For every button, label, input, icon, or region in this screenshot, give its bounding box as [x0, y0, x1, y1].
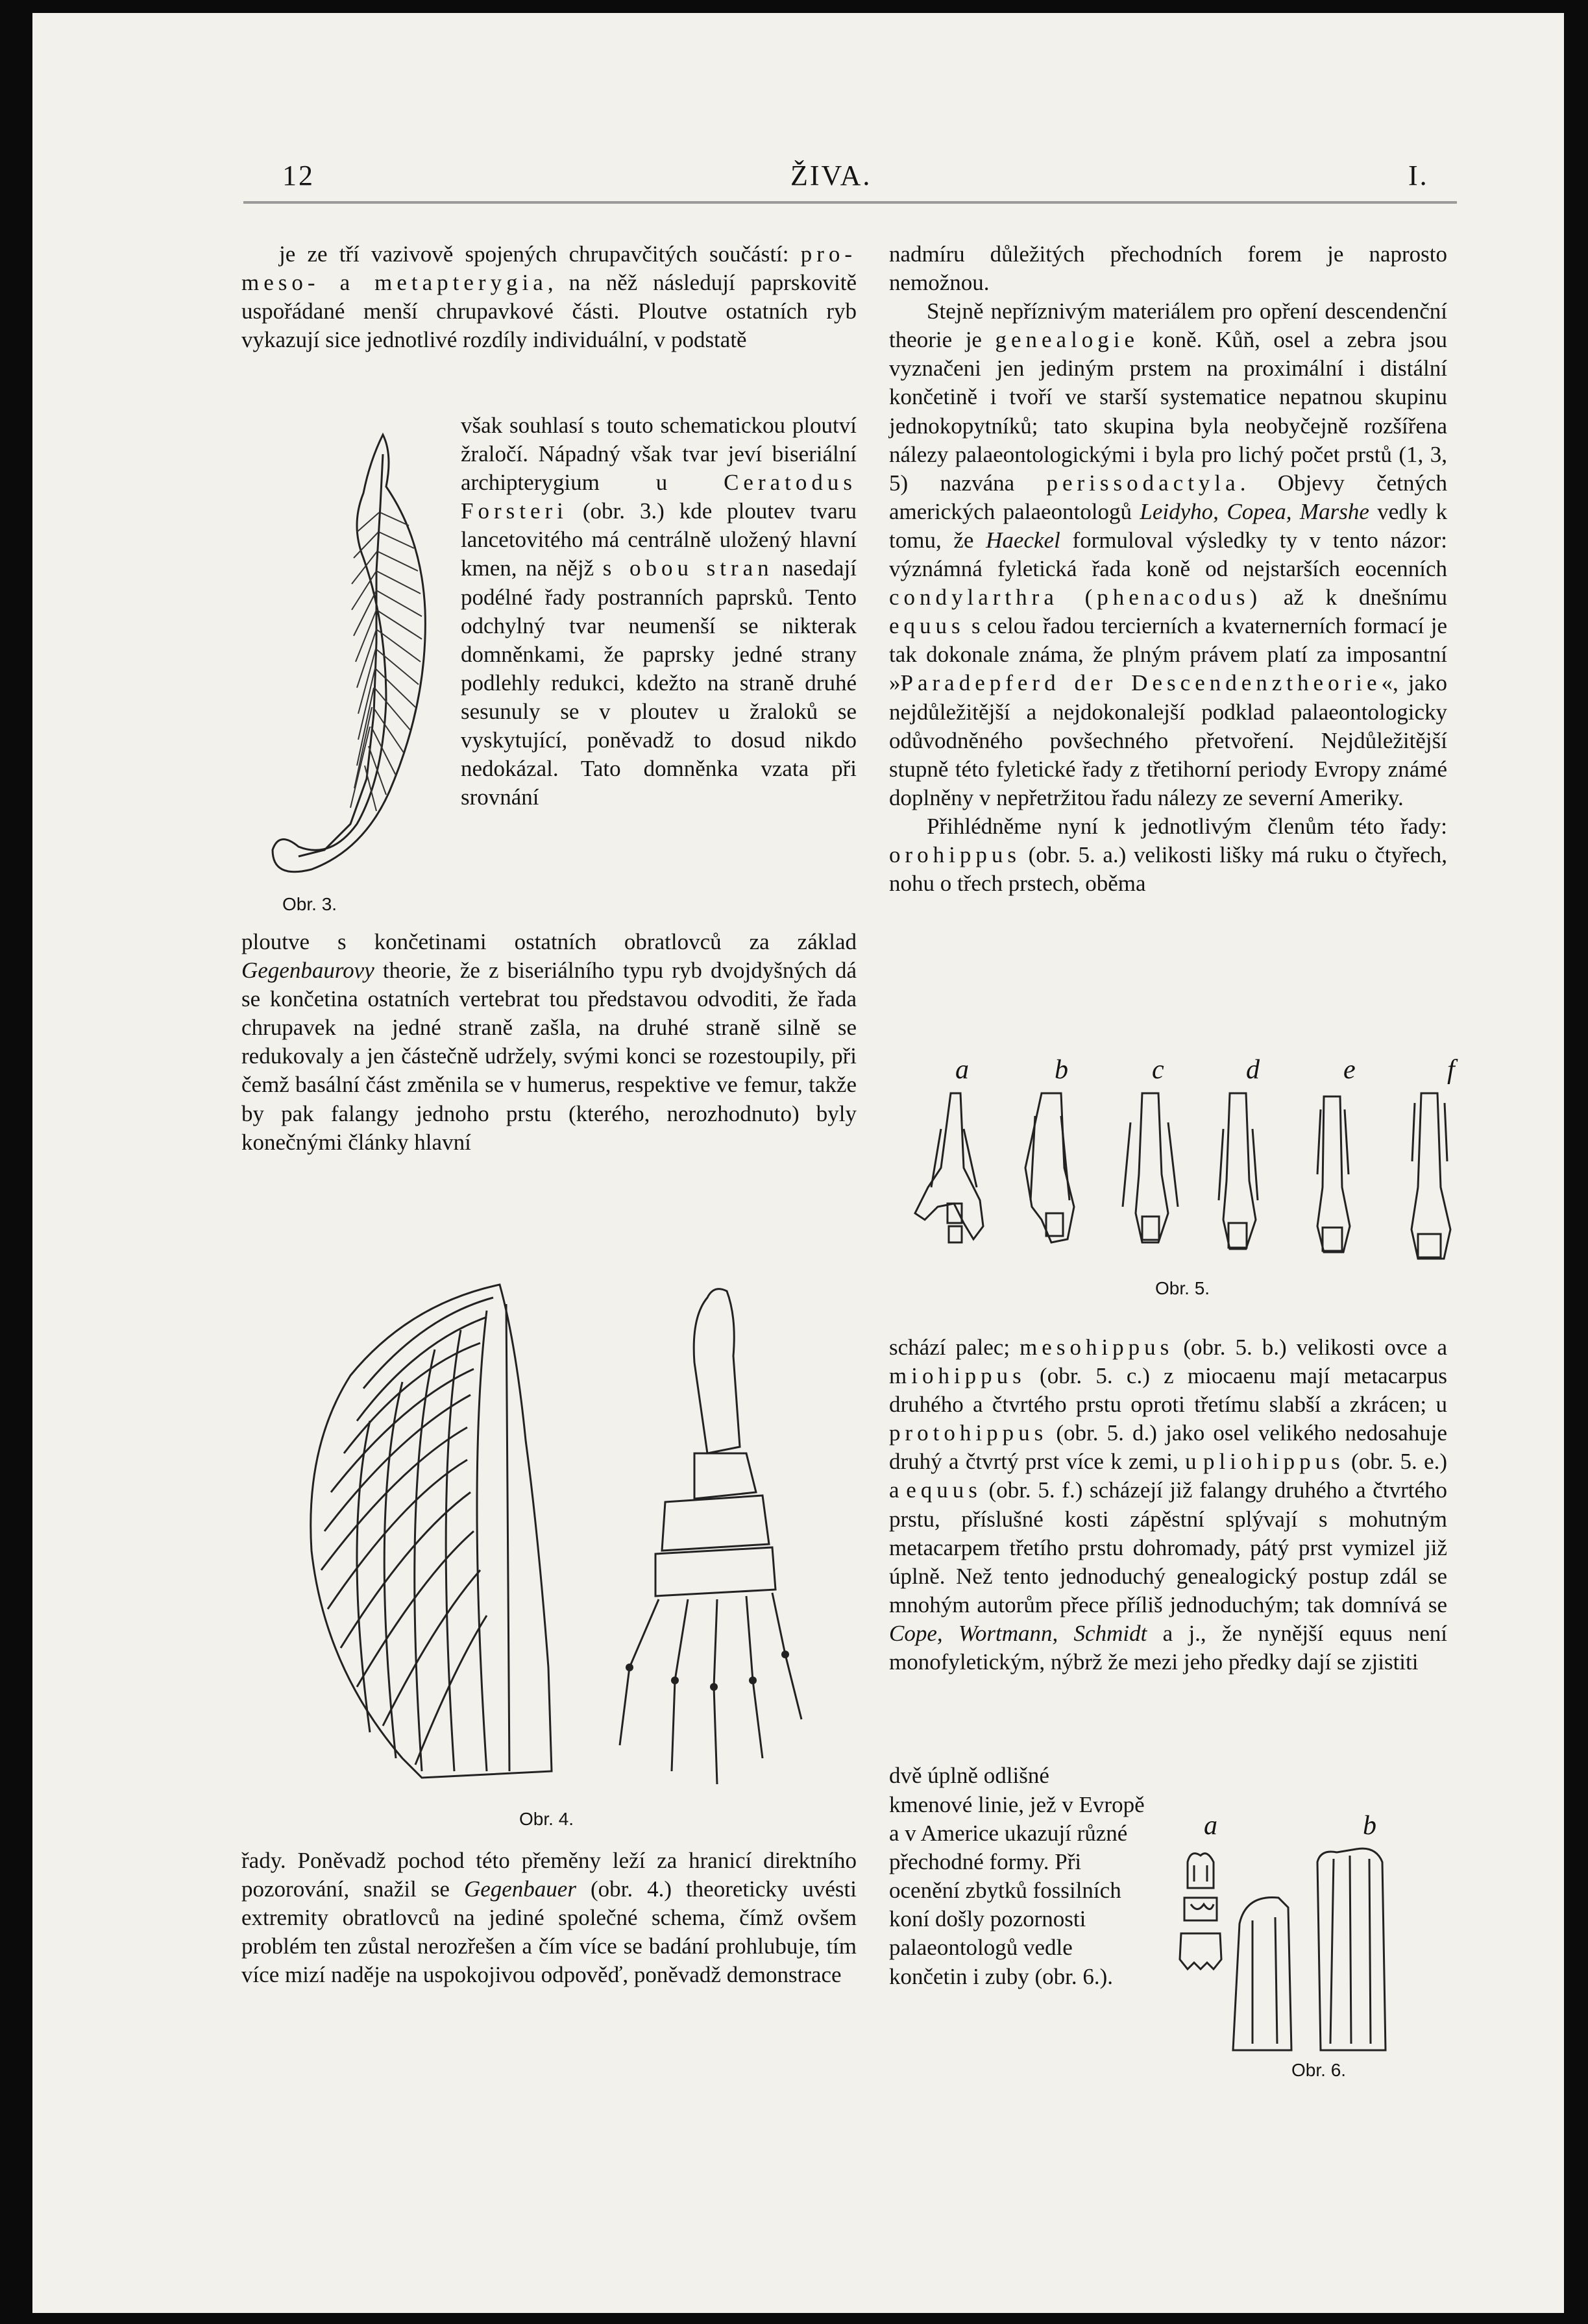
right-paragraph-2: schází palec; mesohippus (obr. 5. b.) velikosti ovce a miohippus (obr. 5. c.) z miocaenu mají metacarpus druhého a čtvrtého prstu oproti třetímu slabší a zkrácen; u protohippus (obr. 5. d.) jako osel velikého nedosahuje druhý a čtvrtý prst více k zemi, u pliohippus (obr. 5. e.) a equus (obr. 5. f.) scházejí již falangy druhého a čtvrtého prstu, příslušné kosti zápěstní splývají s mohutným metacarpem třetího prstu dohromady, pátý prst vymizel již úplně. Než tento jednoduchý genealogický postup zdál se mnohým autorům přece příliš jednoduchým; tak domnívá se Cope, Wortmann, Schmidt a j., že nynější equus není monofyletickým, nýbrž že mezi jeho předky dají se zjistiti: [889, 1335, 1448, 1675]
left-paragraph-3: ploutve s končetinami ostatních obratlovců za základ Gegenbaurovy theorie, že z biseriálního typu ryb dvojdyšných dá se končetina ostatních vertebrat tou představou odvoditi, že řada chrupavek na jedné straně zašla, na druhé straně silně se redukovaly a jen částečně udržely, svými konci se rozestoupily, při čemž basální část změnila se v humerus, respektive ve femur, takže by pak falangy jednoho prstu (kterého, nerozhodnuto) byly konečnými články hlavní: [241, 929, 857, 1155]
journal-title: ŽIVA.: [790, 160, 872, 191]
right-paragraph-3: kmenové linie, jež v Evropě a v Americe ukazují různé přechodné formy. Při ocenění zbytků fossilních koní došly pozornosti palaeontologů vedle končetin i zuby (obr. 6.).: [889, 1792, 1145, 1989]
volume-number: I.: [1408, 160, 1429, 191]
figure-5-label-e: e: [1343, 1055, 1356, 1085]
left-paragraph-2: však souhlasí s touto schematickou ploutví žraločí. Nápadný však tvar jeví biseriální archipterygium u Ceratodus Forsteri (obr. 3.) kde ploutev tvaru lancetovitého má centrálně uložený hlavní kmen, na nějž s obou stran nasedají podélné řady postranních paprsků. Tento odchylný tvar neumenší se nikterak domněnkami, že paprsky jedné strany podlehly redukci, kdežto na straně druhé sesunuly se v ploutev u žraloků se vyskytující, poněvadž to dosud nikdo nedokázal. Tato domněnka vzata při srovnání: [461, 413, 857, 810]
figure-5-caption: Obr. 5.: [1155, 1278, 1210, 1298]
left-paragraph-1: je ze tří vazivově spojených chrupavčitých součástí: pro-meso- a metapterygia, na něž následují paprskovitě uspořádané menší chrupavkové části. Ploutve ostatních ryb vykazují sice jednotlivé rozdíly individuální, v podstatě: [241, 241, 857, 353]
figure-6-caption: Obr. 6.: [1291, 2060, 1347, 2080]
figure-5-label-c: c: [1152, 1055, 1164, 1085]
figure-6-label-a: a: [1204, 1811, 1217, 1841]
figure-5-label-a: a: [955, 1055, 969, 1085]
page-number: 12: [282, 160, 315, 191]
figure-5-label-f: f: [1447, 1055, 1455, 1085]
journal-page: [32, 13, 1564, 2313]
header-rule: [243, 201, 1457, 204]
figure-4-caption: Obr. 4.: [519, 1809, 574, 1829]
figure-6-label-b: b: [1363, 1811, 1376, 1841]
figure-3-ceratodus-fin: [253, 428, 448, 895]
figure-3-caption: Obr. 3.: [282, 894, 337, 914]
figure-4-limb-schema: [292, 1278, 850, 1797]
figure-5-horse-feet: [902, 1090, 1460, 1272]
right-paragraph-1: nadmíru důležitých přechodních forem je naprosto nemožnou. Stejně nepříznivým materiálem pro opření descendenční theorie je genealogie koně. Kůň, osel a zebra jsou vyznačeni jen jediným prstem na proximální i distální končetině i tvoří ve starší systematice nepatnou skupinu jednokopytníků; tato skupina byla neobyčejně rozšířena nálezy palaeontologickými i byla pro lichý počet prstů (1, 3, 5) nazvána perissodactyla. Objevy četných amerických palaeontologů Leidyho, Copea, Marshe vedly k tomu, že Haeckel formuloval výsledky ty v tento názor: význámná fyletická řada koně od nejstarších eocenních condylarthra (phenacodus) až k dnešnímu equus s celou řadou tercierních a kvaternerních formací je tak dokonale známa, že plným právem platí za imposantní »Paradepferd der Descendenztheorie«, jako nejdůležitější a nejdokonalejší podklad palaeontologicky odůvodněného povšechného přetvoření. Nejdůležitější stupně této fyletické řady z třetihorní periody Evropy známé doplněny v nepřetržitou řadu nálezy ze severní Ameriky. Přihlédněme nyní k jednotlivým členům této řady: orohippus (obr. 5. a.) velikosti lišky má ruku o čtyřech, nohu o třech prstech, oběma: [889, 241, 1447, 897]
figure-6-horse-teeth: [1162, 1836, 1460, 2057]
figure-5-label-d: d: [1246, 1055, 1260, 1085]
left-paragraph-4: řady. Poněvadž pochod této přeměny leží za hranicí direktního pozorování, snažil se Gegenbauer (obr. 4.) theoreticky uvésti extremity obratlovců na jediné společné schema, čímž ovšem problém ten zůstal nerozřešen a čím více se badání prohlubuje, tím více mizí naděje na uspokojivou odpověď, poněvadž demonstrace: [241, 1848, 857, 1988]
figure-5-label-b: b: [1055, 1055, 1068, 1085]
right-paragraph-2-line: dvě úplně odlišné: [889, 1763, 1049, 1788]
